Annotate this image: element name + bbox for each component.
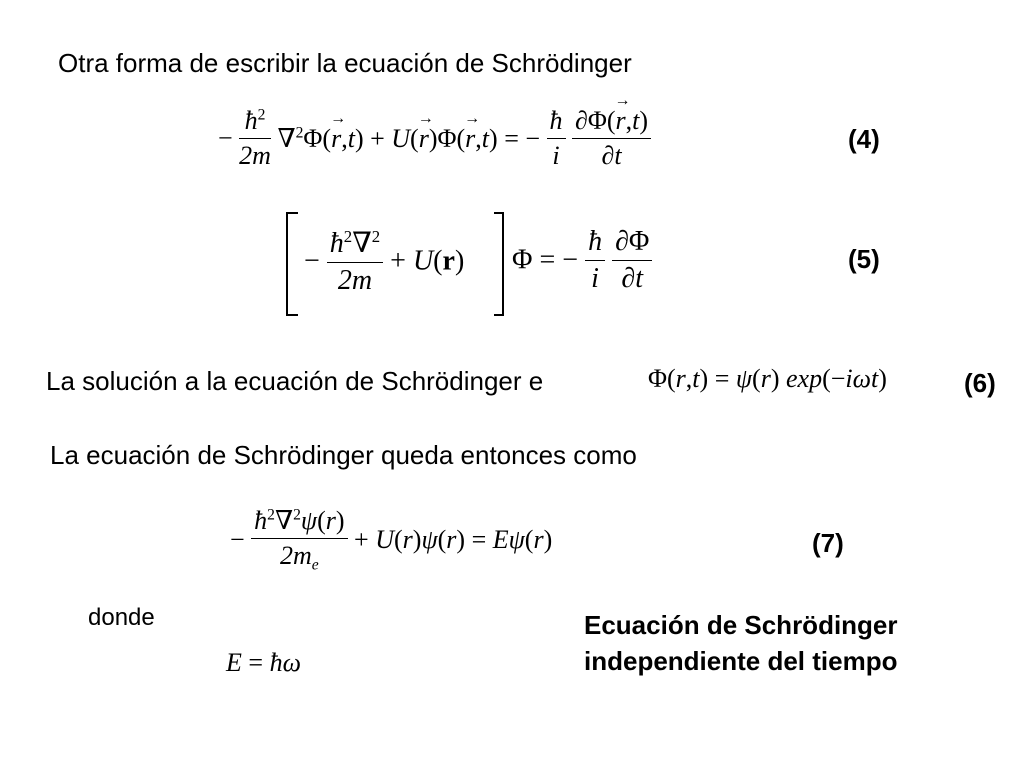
note-line-1: Ecuación de Schrödinger	[584, 610, 898, 640]
solution-text: La solución a la ecuación de Schrödinger e	[46, 366, 544, 396]
donde-text: donde	[88, 604, 155, 631]
equation-7-label: (7)	[812, 528, 844, 558]
note-line-2: independiente del tiempo	[584, 646, 898, 676]
equation-6-label: (6)	[964, 368, 996, 398]
equation-6: Φ(r,t) = ψ(r) exp(−iωt)	[648, 364, 891, 394]
equation-5-label: (5)	[848, 244, 880, 274]
page-title: Otra forma de escribir la ecuación de Schrödinger	[58, 48, 632, 78]
equation-5: − $\frac{ħ^2\nabla^2}{2m}$ + U(r) Φ = − $\frac{ħ}{i}$ $\frac{\partial\Phi}{\partial t}$	[286, 212, 706, 316]
equation-4: − $\frac{ħ^2}{2m}$ ∇$^2$Φ(→ r,t) + U(→ r)Φ(→ r,t) = − $\frac{ħ}{i}$ $\frac{\partial\Phi(\to r,t)}{\partial t}$	[218, 106, 651, 171]
equation-7: − $\frac{ħ^2\nabla^2\psi(r)}{2m_e}$ + U(r)ψ(r) = Eψ(r)	[230, 506, 553, 574]
equation-4-label: (4)	[848, 124, 880, 154]
becomes-text: La ecuación de Schrödinger queda entonces como	[50, 440, 637, 470]
energy-equation: E = ħω	[226, 648, 301, 677]
